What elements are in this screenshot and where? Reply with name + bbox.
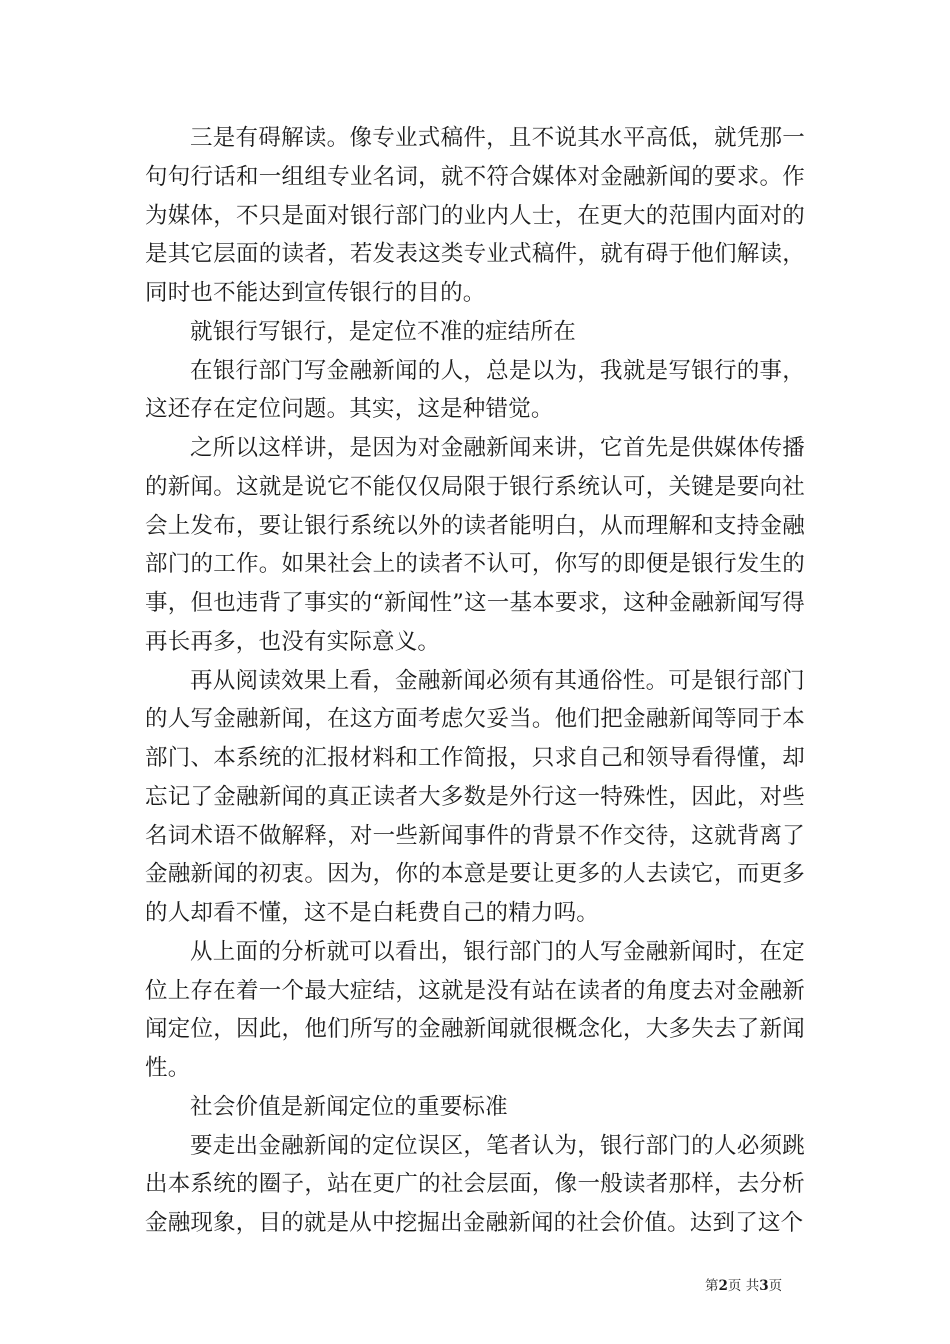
section-heading: 社会价值是新闻定位的重要标准 bbox=[190, 1093, 508, 1120]
section-heading: 就银行写银行，是定位不准的症结所在 bbox=[190, 318, 576, 345]
page-number-footer bbox=[705, 1278, 782, 1294]
paragraph: 在银行部门写金融新闻的人，总是以为，我就是写银行的事，这还存在定位问题。其实，这是种错觉。 bbox=[145, 357, 805, 423]
total-pages-number: 3 bbox=[759, 1278, 769, 1294]
paragraph: 之所以这样讲，是因为对金融新闻来讲，它首先是供媒体传播的新闻。这就是说它不能仅仅局限于银行系统认可，关键是要向社会上发布，要让银行系统以外的读者能明白，从而理解和支持金融部门的工作。如果社会上的读者不认可，你写的即便是银行发生的事，但也违背了事实的“新闻性”这一基本要求，这种金融新闻写得再长再多，也没有实际意义。 bbox=[145, 435, 805, 655]
footer-middle: 页 共 bbox=[727, 1278, 760, 1294]
footer-prefix: 第 bbox=[705, 1278, 719, 1294]
document-body bbox=[145, 119, 805, 1243]
paragraph: 要走出金融新闻的定位误区，笔者认为，银行部门的人必须跳出本系统的圈子，站在更广的社会层面，像一般读者那样，去分析金融现象，目的就是从中挖掘出金融新闻的社会价值。达到了这个 bbox=[145, 1132, 805, 1236]
paragraph: 从上面的分析就可以看出，银行部门的人写金融新闻时，在定位上存在着一个最大症结，这就是没有站在读者的角度去对金融新闻定位，因此，他们所写的金融新闻就很概念化，大多失去了新闻性。 bbox=[145, 938, 805, 1081]
footer-suffix: 页 bbox=[768, 1278, 783, 1294]
paragraph: 三是有碍解读。像专业式稿件，且不说其水平高低，就凭那一句句行话和一组组专业名词，就不符合媒体对金融新闻的要求。作为媒体，不只是面对银行部门的业内人士，在更大的范围内面对的是其它层面的读者，若发表这类专业式稿件，就有碍于他们解读，同时也不能达到宣传银行的目的。 bbox=[145, 125, 805, 306]
current-page-number: 2 bbox=[718, 1278, 728, 1294]
paragraph: 再从阅读效果上看，金融新闻必须有其通俗性。可是银行部门的人写金融新闻，在这方面考虑欠妥当。他们把金融新闻等同于本部门、本系统的汇报材料和工作简报，只求自己和领导看得懂，却忘记了金融新闻的真正读者大多数是外行这一特殊性，因此，对些名词术语不做解释，对一些新闻事件的背景不作交待，这就背离了金融新闻的初衷。因为，你的本意是要让更多的人去读它，而更多的人却看不懂，这不是白耗费自己的精力吗。 bbox=[145, 667, 805, 926]
